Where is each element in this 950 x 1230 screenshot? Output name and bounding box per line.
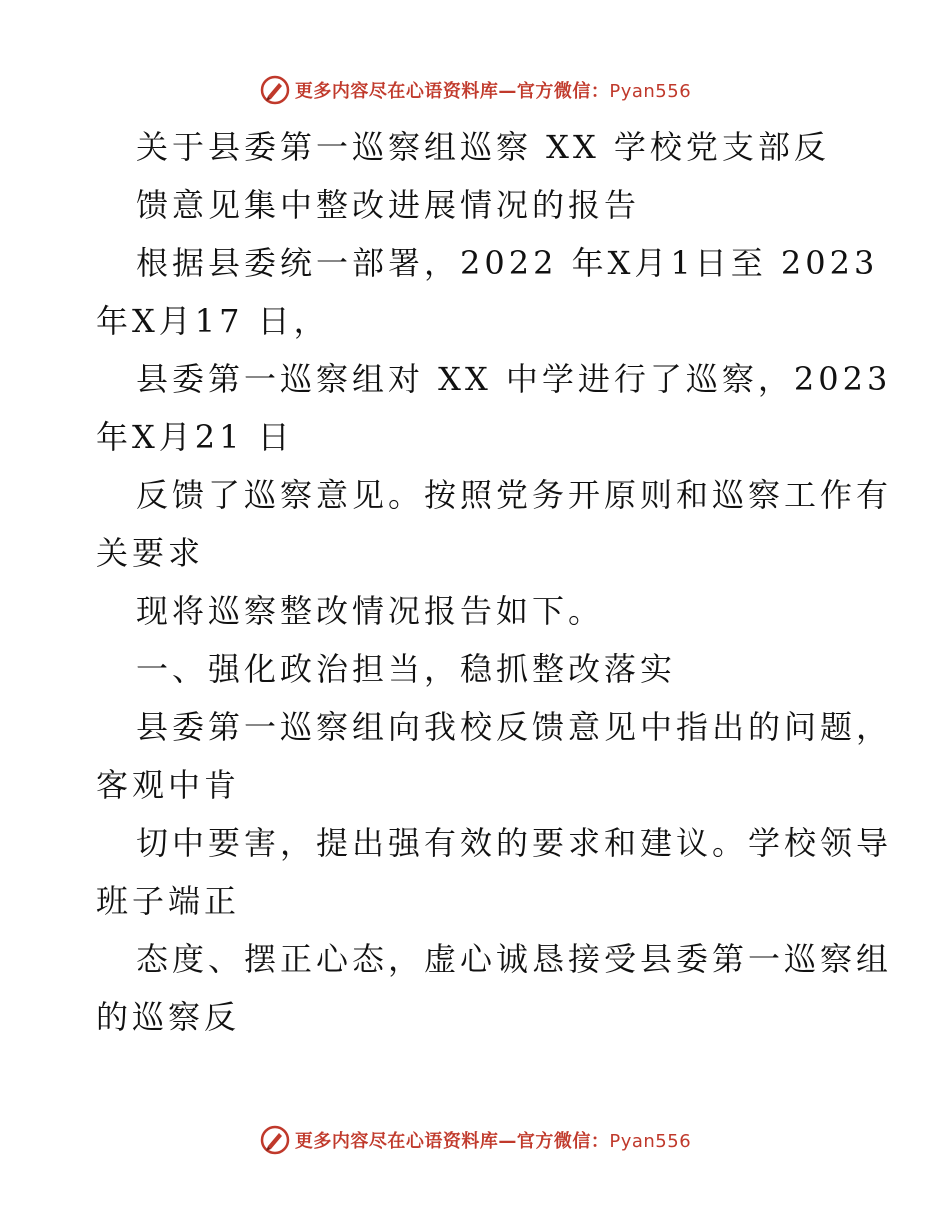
text-line: 根据县委统一部署，2022 年X月1日至 2023 [136,244,879,282]
text-line: 关于县委第一巡察组巡察 XX 学校党支部反 [136,128,830,166]
pen-logo-icon [259,1124,291,1156]
text-line: 年X月21 日 [96,418,294,456]
text-line: 现将巡察整改情况报告如下。 [136,592,605,630]
text-line: 客观中肯 [96,766,241,804]
text-line: 县委第一巡察组向我校反馈意见中指出的问题， [136,708,893,746]
text-line: 反馈了巡察意见。按照党务开原则和巡察工作有 [136,476,893,514]
wechat-id: Pyan556 [609,81,692,102]
text-line: 班子端正 [96,882,241,920]
text-line: 切中要害，提出强有效的要求和建议。学校领导 [136,824,893,862]
text-line: 的巡察反 [96,998,241,1036]
wechat-id: Pyan556 [609,1131,692,1152]
text-line: 一、强化政治担当，稳抓整改落实 [136,650,677,688]
header-watermark-banner [0,70,950,110]
text-line: 态度、摆正心态，虚心诚恳接受县委第一巡察组 [136,940,893,978]
footer-watermark-banner [0,1120,950,1160]
text-line: 县委第一巡察组对 XX 中学进行了巡察，2023 [136,360,892,398]
watermark-text: 更多内容尽在心语资料库—官方微信：Pyan556 [294,1131,692,1152]
text-line: 关要求 [96,534,205,572]
document-body [96,118,893,1046]
text-line: 馈意见集中整改进展情况的报告 [136,186,641,224]
watermark-text: 更多内容尽在心语资料库—官方微信：Pyan556 [294,81,692,102]
pen-logo-icon [259,74,291,106]
text-line: 年X月17 日， [96,302,330,340]
